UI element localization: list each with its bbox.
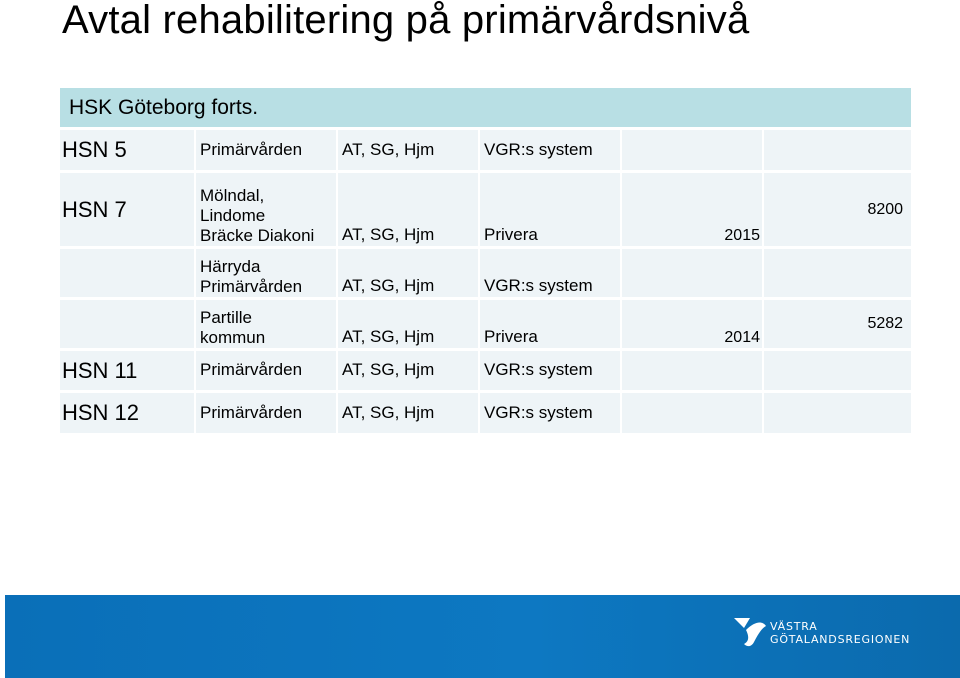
year-cell: 2015 xyxy=(622,173,762,246)
year-cell xyxy=(622,130,762,170)
system-cell: VGR:s system xyxy=(480,130,620,170)
hsn-cell: HSN 5 xyxy=(60,130,194,170)
count-cell xyxy=(764,130,911,170)
logo-wordmark: VÄSTRA GÖTALANDSREGIONEN xyxy=(770,620,911,646)
year-cell: 2014 xyxy=(622,300,762,348)
page-title: Avtal rehabilitering på primärvårdsnivå xyxy=(62,0,750,42)
profession-cell: AT, SG, Hjm xyxy=(338,249,478,297)
agreement-table xyxy=(60,88,904,436)
system-cell: Privera xyxy=(480,173,620,246)
hsn-cell: HSN 7 xyxy=(60,173,194,246)
profession-cell: AT, SG, Hjm xyxy=(338,173,478,246)
kommun-cell: Partille kommun xyxy=(196,300,336,348)
hsn-cell xyxy=(60,300,194,348)
count-cell xyxy=(764,351,911,390)
system-cell: VGR:s system xyxy=(480,351,620,390)
count-cell: 8200 xyxy=(764,173,911,246)
profession-cell: AT, SG, Hjm xyxy=(338,351,478,390)
year-cell xyxy=(622,393,762,433)
table-row xyxy=(60,173,911,246)
table-row xyxy=(60,249,911,297)
kommun-cell: Mölndal, Lindome Bräcke Diakoni xyxy=(196,173,336,246)
table-row xyxy=(60,130,911,170)
hsn-cell: HSN 12 xyxy=(60,393,194,433)
hsn-cell: HSN 11 xyxy=(60,351,194,390)
profession-cell: AT, SG, Hjm xyxy=(338,130,478,170)
profession-cell: AT, SG, Hjm xyxy=(338,300,478,348)
system-cell: Privera xyxy=(480,300,620,348)
count-cell: 5282 xyxy=(764,300,911,348)
table-row xyxy=(60,351,911,390)
count-cell xyxy=(764,393,911,433)
table-row xyxy=(60,300,911,348)
table-row xyxy=(60,393,911,433)
year-cell xyxy=(622,249,762,297)
system-cell: VGR:s system xyxy=(480,249,620,297)
kommun-cell: Primärvården xyxy=(196,351,336,390)
kommun-cell: Primärvården xyxy=(196,130,336,170)
system-cell: VGR:s system xyxy=(480,393,620,433)
kommun-cell: Härryda Primärvården xyxy=(196,249,336,297)
hsn-cell xyxy=(60,249,194,297)
table-header: HSK Göteborg forts. xyxy=(60,88,911,127)
count-cell xyxy=(764,249,911,297)
profession-cell: AT, SG, Hjm xyxy=(338,393,478,433)
year-cell xyxy=(622,351,762,390)
kommun-cell: Primärvården xyxy=(196,393,336,433)
